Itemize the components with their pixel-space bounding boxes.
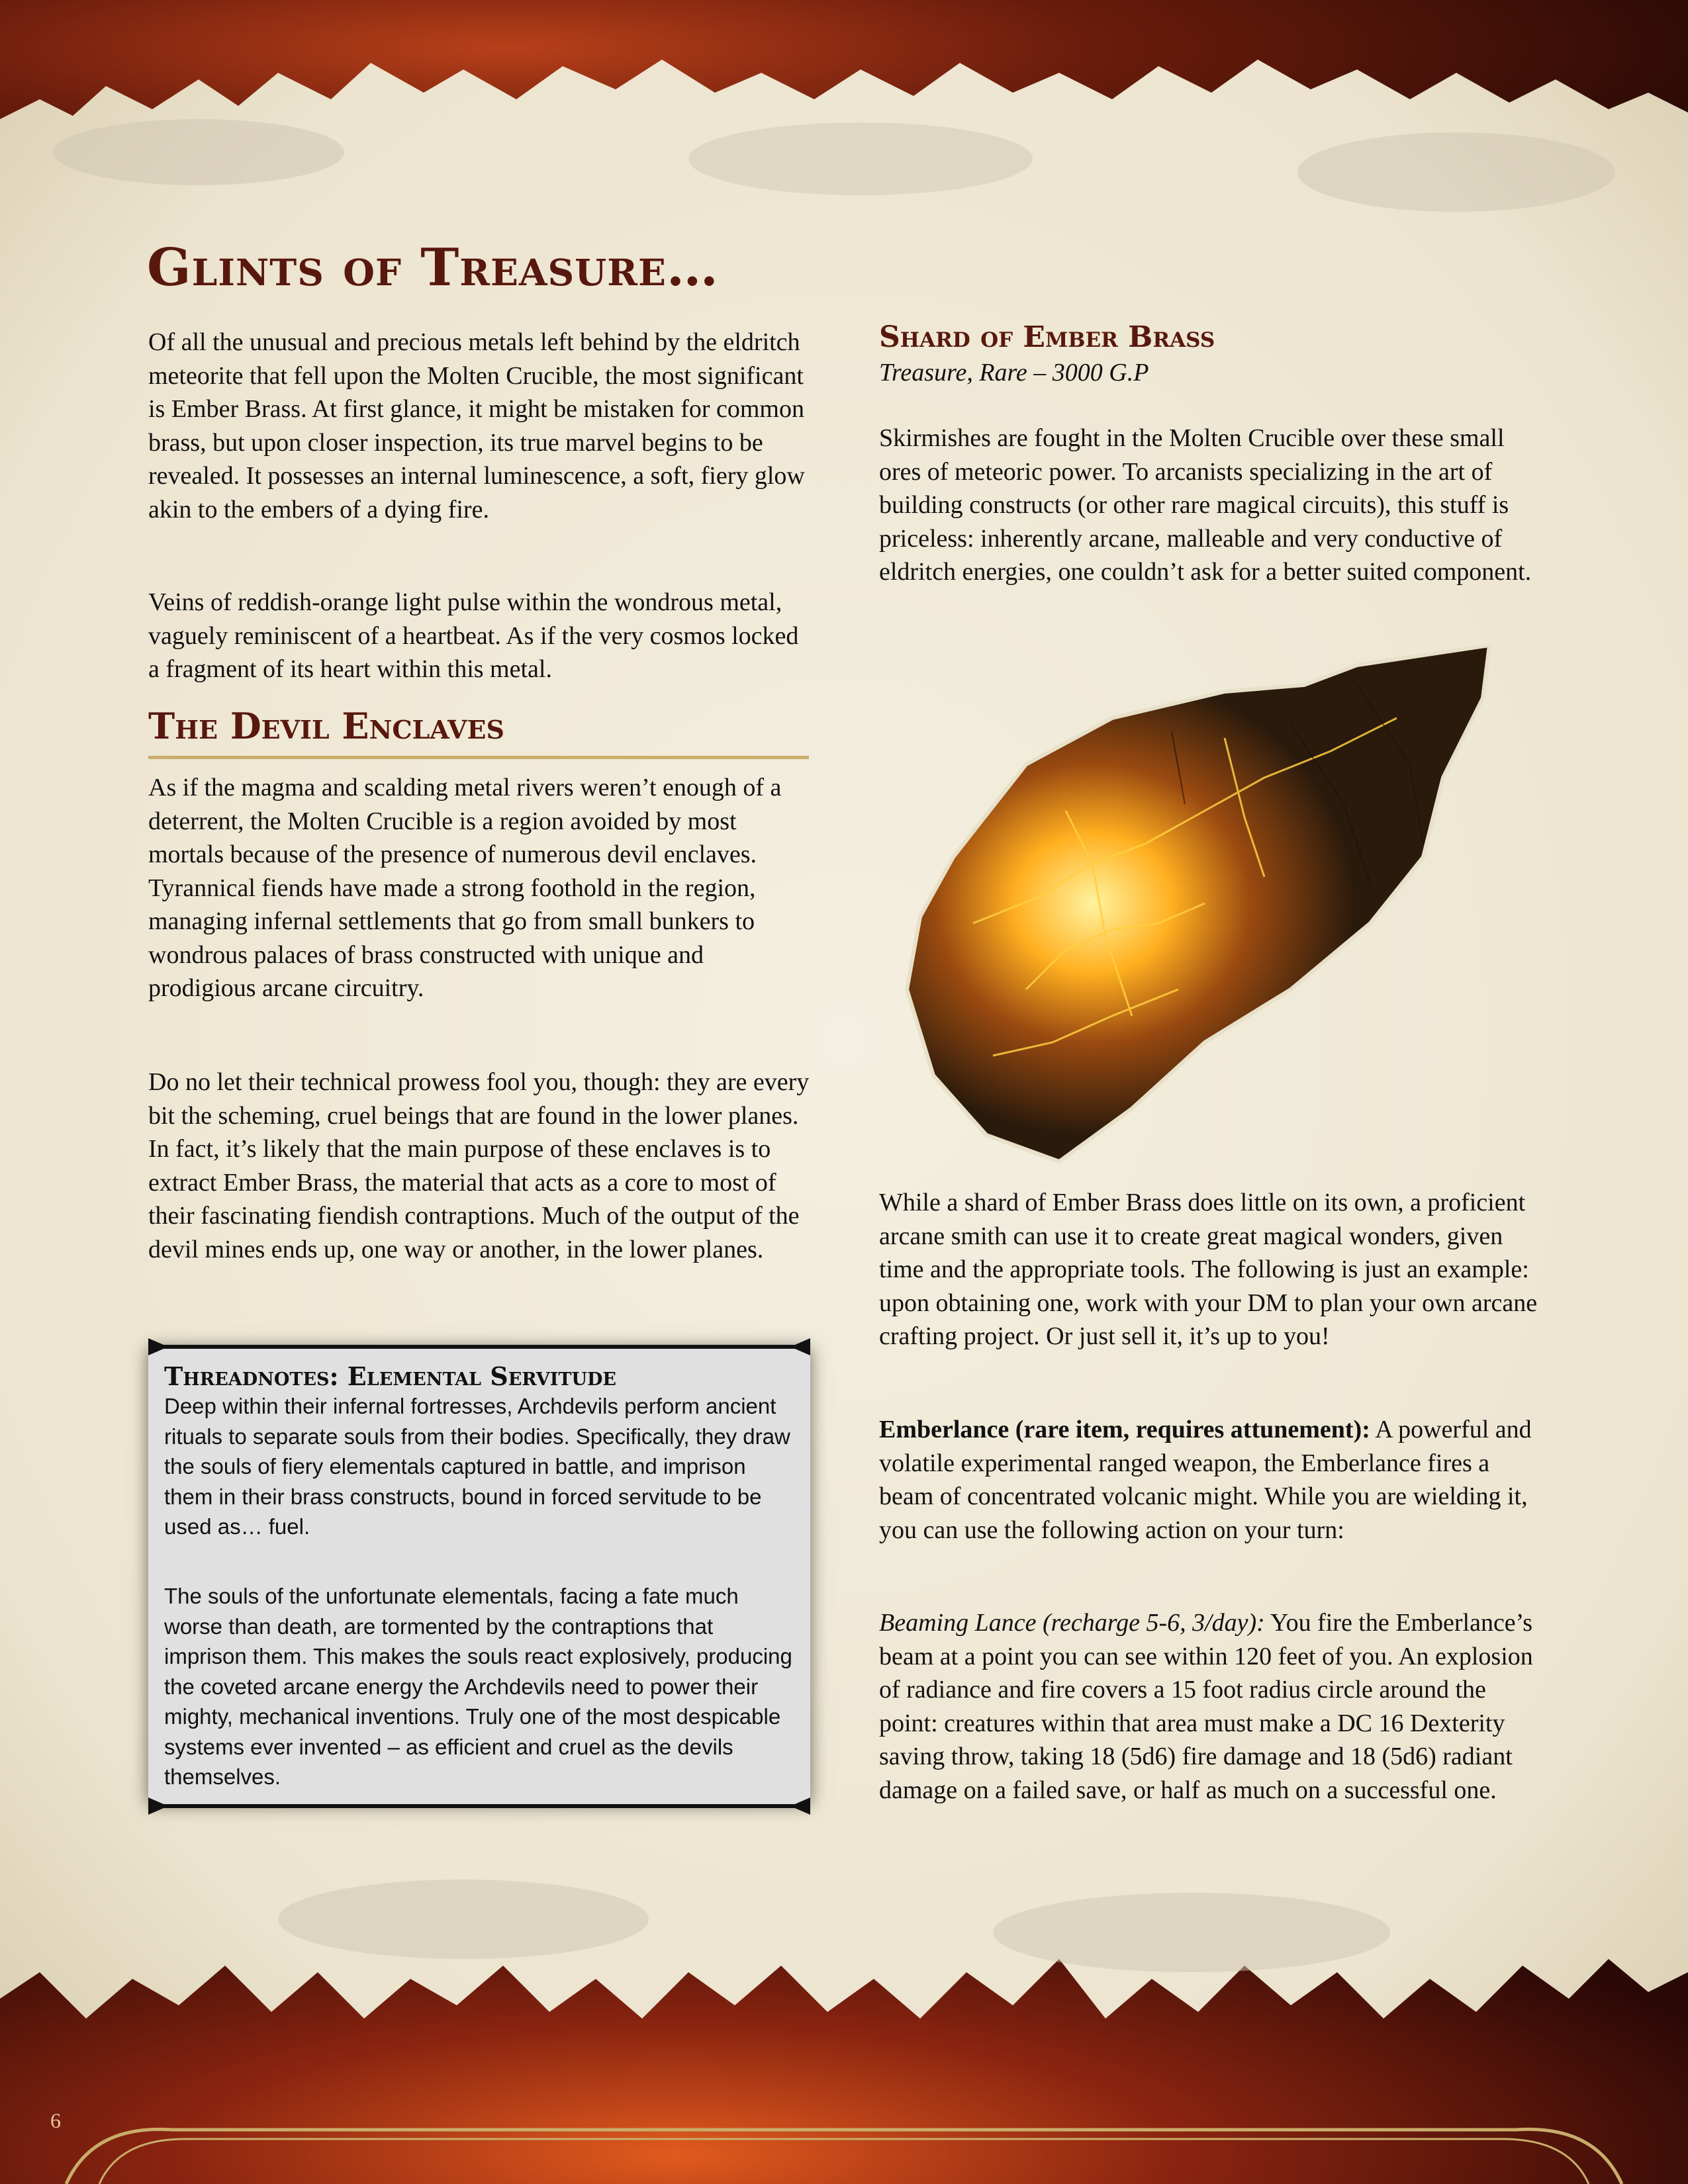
emberlance-paragraph bbox=[879, 1413, 1541, 1547]
devil-enclaves-heading: The Devil Enclaves bbox=[148, 705, 504, 747]
beaming-lance-description: You fire the Emberlance’s beam at a point you can see within 120 feet of you. An explosion of radiance and fire covers a 15 foot radius circle around the point: creatures within that area must make a DC 16 Dexterity saving throw, taking 18 (5d6) fire damage and 18 (5d6) radiant damage on a failed save, or half as much on a successful one. bbox=[879, 1609, 1533, 1804]
page-title: Glints of Treasure… bbox=[147, 238, 719, 298]
threadnotes-paragraph-2: The souls of the unfortunate elementals, facing a fate much worse than death, are tormented by the contraptions that imprison them. This makes the souls react explosively, producing the coveted arcane energy the Archdevils need to power their mighty, mechanical inventions. Truly one of the most despicable systems ever invented – as efficient and cruel as the devils themselves. bbox=[164, 1584, 792, 1789]
shard-subtitle: Treasure, Rare – 3000 G.P bbox=[879, 359, 1149, 387]
threadnotes-paragraph-1: Deep within their infernal fortresses, Archdevils perform ancient rituals to separate souls from their bodies. Specifically, they draw the souls of fiery elementals captured in battle, and imprison them in their brass constructs, bound in forced servitude to be used as… fuel. bbox=[164, 1394, 790, 1539]
ember-brass-shard-illustration bbox=[894, 645, 1503, 1175]
heading-underline bbox=[148, 756, 809, 759]
shard-description: Skirmishes are fought in the Molten Crucible over these small ores of meteoric power. To arcanists specializing in the art of building constructs (or other rare magical circuits), this stuff is priceless: inherently arcane, malleable and very conductive of eldritch energies, one couldn’t ask for a better suited component. bbox=[879, 424, 1532, 586]
threadnotes-box bbox=[148, 1338, 810, 1815]
shard-heading: Shard of Ember Brass bbox=[879, 320, 1215, 354]
emberlance-description: A powerful and volatile experimental ranged weapon, the Emberlance fires a beam of concentrated volcanic might. While you are wielding it, you can use the following action on your turn: bbox=[879, 1416, 1532, 1544]
threadnotes-frame-decoration bbox=[148, 1338, 810, 1815]
threadnotes-title: Threadnotes: Elemental Servitude bbox=[164, 1361, 616, 1391]
shard-usage-paragraph: While a shard of Ember Brass does little on its own, a proficient arcane smith can use it to create great magical wonders, given time and the appropriate tools. The following is just an example: upon obtaining one, work with your DM to plan your own arcane crafting project. Or just sell it, it’s up to you! bbox=[879, 1189, 1538, 1350]
emberlance-name: Emberlance (rare item, requires attunement): bbox=[879, 1416, 1370, 1443]
page-number: 6 bbox=[50, 2109, 61, 2132]
beaming-lance-paragraph bbox=[879, 1606, 1541, 1807]
devil-enclaves-paragraph-2: Do no let their technical prowess fool you, though: they are every bit the scheming, cruel beings that are found in the lower planes. In fact, it’s likely that the main purpose of these enclaves is to extract Ember Brass, the material that acts as a core to most of their fascinating fiendish contraptions. Much of the output of the devil mines ends up, one way or another, in the lower planes. bbox=[148, 1068, 810, 1263]
footer-border-ornament bbox=[0, 2118, 1688, 2184]
beaming-lance-name: Beaming Lance (recharge 5-6, 3/day): bbox=[879, 1609, 1265, 1637]
devil-enclaves-paragraph-1: As if the magma and scalding metal rivers weren’t enough of a deterrent, the Molten Crucible is a region avoided by most mortals because of the presence of numerous devil enclaves. Tyrannical fiends have made a strong foothold in the region, managing infernal settlements that go from small bunkers to wondrous palaces of brass constructed with unique and prodigious arcane circuitry. bbox=[148, 774, 782, 1002]
intro-paragraph-1: Of all the unusual and precious metals left behind by the eldritch meteorite that fell upon the Molten Crucible, the most significant is Ember Brass. At first glance, it might be mistaken for common brass, but upon closer inspection, its true marvel begins to be revealed. It possesses an internal luminescence, a soft, fiery glow akin to the embers of a dying fire. bbox=[148, 328, 805, 523]
intro-paragraph-2: Veins of reddish-orange light pulse within the wondrous metal, vaguely reminiscent of a heartbeat. As if the very cosmos locked a fragment of its heart within this metal. bbox=[148, 588, 799, 683]
